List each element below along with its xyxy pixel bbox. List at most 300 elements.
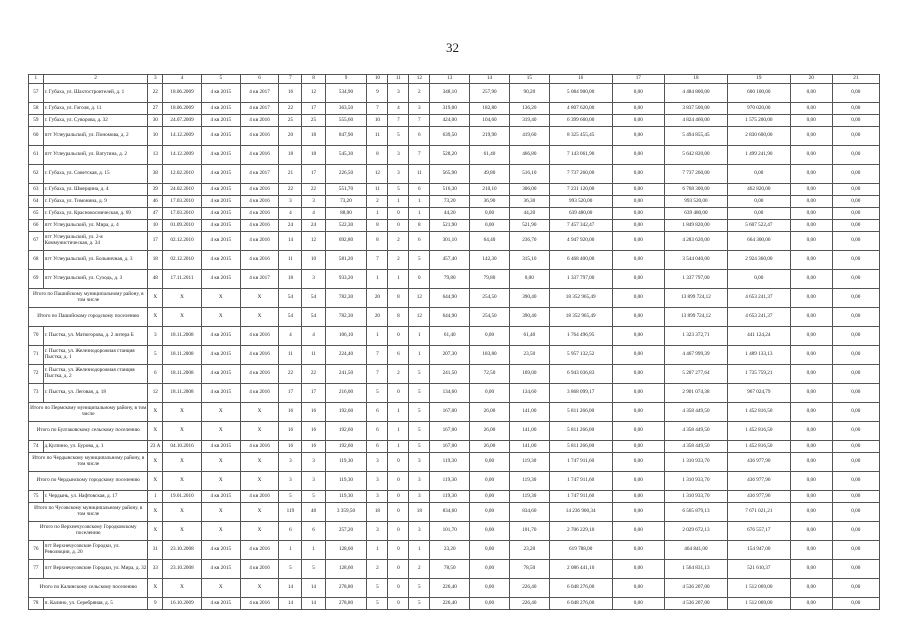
value-cell: 0,00 bbox=[612, 422, 664, 441]
value-cell: 0,00 bbox=[612, 541, 664, 560]
value-cell: 0,00 bbox=[509, 270, 549, 289]
value-cell: 241,50 bbox=[325, 365, 367, 384]
value-cell: 0,00 bbox=[470, 491, 510, 503]
value-cell: 424,00 bbox=[430, 115, 470, 127]
value-cell: 17 bbox=[302, 165, 325, 184]
value-cell: 8 bbox=[367, 146, 388, 165]
value-cell: 0,00 bbox=[832, 220, 879, 232]
row-number-cell: 66 bbox=[29, 220, 44, 232]
row-number-cell: 69 bbox=[29, 270, 44, 289]
value-cell: 5 642 820,00 bbox=[665, 146, 728, 165]
value-cell: 2 706 229,10 bbox=[549, 522, 612, 541]
value-cell: 4 кв 2016 bbox=[240, 598, 279, 610]
value-cell: 0,00 bbox=[612, 384, 664, 403]
value-cell: 3 bbox=[302, 270, 325, 289]
value-cell: 16 bbox=[279, 441, 302, 453]
value-cell: 10 bbox=[148, 127, 163, 146]
subtotal-row bbox=[29, 472, 880, 491]
value-cell: 1 849 820,00 bbox=[665, 220, 728, 232]
value-cell: 436 977,90 bbox=[727, 491, 790, 503]
table-row bbox=[29, 220, 880, 232]
value-cell: 390,40 bbox=[509, 289, 549, 308]
value-cell: 6 bbox=[367, 422, 388, 441]
value-cell: X bbox=[148, 403, 163, 422]
value-cell: 18.11.2008 bbox=[163, 327, 202, 346]
value-cell: 0,00 bbox=[832, 327, 879, 346]
value-cell: 12 bbox=[302, 232, 325, 251]
value-cell: 7 457 342,47 bbox=[549, 220, 612, 232]
value-cell: 0 bbox=[388, 208, 409, 220]
value-cell: 348,10 bbox=[430, 84, 470, 103]
value-cell: 644,90 bbox=[430, 308, 470, 327]
value-cell: 1 bbox=[367, 270, 388, 289]
value-cell: 933,20 bbox=[325, 270, 367, 289]
value-cell: 46 bbox=[148, 196, 163, 208]
value-cell: 3 bbox=[367, 472, 388, 491]
value-cell: 10 bbox=[148, 220, 163, 232]
value-cell: 0,00 bbox=[832, 308, 879, 327]
value-cell: 119,30 bbox=[430, 472, 470, 491]
value-cell: 1 337 797,00 bbox=[549, 270, 612, 289]
subtotal-label: Итого по Чердынскому городскому поселению bbox=[29, 472, 148, 491]
value-cell: 4 283 620,00 bbox=[665, 232, 728, 251]
value-cell: 4 кв 2015 bbox=[201, 115, 240, 127]
table-row bbox=[29, 491, 880, 503]
row-number-cell: 65 bbox=[29, 208, 44, 220]
value-cell: 8 bbox=[409, 220, 430, 232]
value-cell: 278,80 bbox=[325, 598, 367, 610]
value-cell: 639,50 bbox=[430, 127, 470, 146]
value-cell: 0,00 bbox=[612, 165, 664, 184]
subtotal-label: Итого по Пашийскому городскому поселению bbox=[29, 308, 148, 327]
row-number-cell: 77 bbox=[29, 560, 44, 579]
value-cell: 4 358 449,50 bbox=[665, 422, 728, 441]
value-cell: 1 575 200,00 bbox=[727, 115, 790, 127]
value-cell: 4 кв 2017 bbox=[240, 270, 279, 289]
value-cell: 0,00 bbox=[612, 146, 664, 165]
value-cell: 1 bbox=[409, 346, 430, 365]
row-number-cell: 58 bbox=[29, 103, 44, 115]
value-cell: 21 bbox=[279, 165, 302, 184]
value-cell: 521,90 bbox=[430, 220, 470, 232]
value-cell: 16 bbox=[302, 403, 325, 422]
value-cell: 2 bbox=[409, 84, 430, 103]
value-cell: 48 bbox=[148, 270, 163, 289]
address-cell: пгт Углеуральский, ул. Мира, д. 4 bbox=[43, 220, 148, 232]
housing-relocation-table bbox=[28, 74, 880, 610]
value-cell: 0,00 bbox=[790, 579, 832, 598]
table-row bbox=[29, 327, 880, 346]
value-cell: 363,50 bbox=[325, 103, 367, 115]
value-cell: 18.06.2009 bbox=[163, 103, 202, 115]
value-cell: 3 bbox=[148, 327, 163, 346]
value-cell: 6 bbox=[388, 346, 409, 365]
value-cell: 1 bbox=[279, 541, 302, 560]
value-cell: 419,60 bbox=[509, 127, 549, 146]
value-cell: 11 bbox=[409, 165, 430, 184]
value-cell: 4 кв 2016 bbox=[240, 384, 279, 403]
address-cell: пгт Верхнечусовские Городки, ул. Мира, д. 32 bbox=[43, 560, 148, 579]
value-cell: 4 кв 2016 bbox=[240, 232, 279, 251]
value-cell: 0,00 bbox=[470, 220, 510, 232]
value-cell: 0,00 bbox=[832, 127, 879, 146]
value-cell: 16 bbox=[302, 422, 325, 441]
value-cell: 12 bbox=[409, 289, 430, 308]
value-cell: 319,40 bbox=[509, 115, 549, 127]
value-cell: 5 bbox=[409, 441, 430, 453]
value-cell: 4 кв 2016 bbox=[240, 441, 279, 453]
value-cell: 17.03.2010 bbox=[163, 196, 202, 208]
value-cell: 1 bbox=[388, 196, 409, 208]
value-cell: 600 100,00 bbox=[727, 84, 790, 103]
value-cell: 241,50 bbox=[430, 365, 470, 384]
value-cell: X bbox=[240, 308, 279, 327]
table-row bbox=[29, 346, 880, 365]
value-cell: 834,60 bbox=[430, 503, 470, 522]
value-cell: 7 bbox=[409, 146, 430, 165]
value-cell: 6 399 660,00 bbox=[549, 115, 612, 127]
value-cell: 0,00 bbox=[612, 346, 664, 365]
value-cell: 11 bbox=[367, 184, 388, 196]
value-cell: 4 кв 2015 bbox=[201, 270, 240, 289]
value-cell: 23.10.2008 bbox=[163, 560, 202, 579]
value-cell: 3 bbox=[302, 196, 325, 208]
value-cell: 24.02.2010 bbox=[163, 184, 202, 196]
value-cell: 4 кв 2016 bbox=[240, 365, 279, 384]
value-cell: 0 bbox=[388, 503, 409, 522]
value-cell: 141,00 bbox=[509, 422, 549, 441]
value-cell: 0,00 bbox=[612, 453, 664, 472]
value-cell: 36,30 bbox=[509, 196, 549, 208]
column-number-cell: 10 bbox=[367, 75, 388, 84]
value-cell: 0,00 bbox=[612, 491, 664, 503]
value-cell: 23,20 bbox=[430, 541, 470, 560]
value-cell: 0,00 bbox=[612, 472, 664, 491]
value-cell: X bbox=[201, 403, 240, 422]
value-cell: 5 bbox=[279, 491, 302, 503]
value-cell: 0,00 bbox=[832, 84, 879, 103]
value-cell: 0,00 bbox=[790, 422, 832, 441]
value-cell: 545,30 bbox=[325, 146, 367, 165]
value-cell: 4 bbox=[388, 103, 409, 115]
value-cell: 5 bbox=[279, 560, 302, 579]
value-cell: 0 bbox=[388, 560, 409, 579]
value-cell: 0,00 bbox=[727, 208, 790, 220]
value-cell: 0,00 bbox=[470, 598, 510, 610]
value-cell: 39 bbox=[148, 184, 163, 196]
value-cell: 7 bbox=[388, 115, 409, 127]
value-cell: 257,20 bbox=[325, 522, 367, 541]
table-row bbox=[29, 146, 880, 165]
value-cell: 6 bbox=[409, 232, 430, 251]
value-cell: 4 кв 2016 bbox=[240, 184, 279, 196]
value-cell: 142,30 bbox=[470, 251, 510, 270]
value-cell: 90,20 bbox=[509, 84, 549, 103]
value-cell: 1 564 831,13 bbox=[665, 560, 728, 579]
row-number-cell: 75 bbox=[29, 491, 44, 503]
value-cell: 5 bbox=[367, 384, 388, 403]
table-row bbox=[29, 103, 880, 115]
value-cell: 79,80 bbox=[470, 270, 510, 289]
value-cell: 4 358 449,50 bbox=[665, 441, 728, 453]
value-cell: 26,00 bbox=[470, 422, 510, 441]
subtotal-row bbox=[29, 422, 880, 441]
value-cell: 11 bbox=[279, 346, 302, 365]
row-number-cell: 60 bbox=[29, 127, 44, 146]
column-number-cell: 12 bbox=[409, 75, 430, 84]
subtotal-label: Итого по Булгаковскому сельскому поселению bbox=[29, 422, 148, 441]
value-cell: 0,00 bbox=[832, 560, 879, 579]
value-cell: 169,00 bbox=[509, 365, 549, 384]
value-cell: 4 824 460,00 bbox=[665, 115, 728, 127]
value-cell: 0,00 bbox=[832, 208, 879, 220]
value-cell: 3 868 099,17 bbox=[549, 384, 612, 403]
value-cell: 4 кв 2015 bbox=[201, 251, 240, 270]
value-cell: 0,00 bbox=[832, 384, 879, 403]
column-number-cell: 6 bbox=[240, 75, 279, 84]
value-cell: 119,30 bbox=[325, 453, 367, 472]
value-cell: 6 bbox=[148, 365, 163, 384]
value-cell: X bbox=[163, 403, 202, 422]
row-number-cell: 64 bbox=[29, 196, 44, 208]
value-cell: 516,10 bbox=[509, 165, 549, 184]
table-row bbox=[29, 270, 880, 289]
value-cell: 1 bbox=[388, 403, 409, 422]
value-cell: 33 bbox=[148, 560, 163, 579]
value-cell: 11 bbox=[367, 127, 388, 146]
value-cell: 7 737 260,00 bbox=[549, 165, 612, 184]
value-cell: 436 977,90 bbox=[727, 472, 790, 491]
value-cell: 0,00 bbox=[790, 184, 832, 196]
value-cell: 44,20 bbox=[509, 208, 549, 220]
value-cell: 18 bbox=[302, 146, 325, 165]
column-number-cell: 7 bbox=[279, 75, 302, 84]
value-cell: 02.12.2010 bbox=[163, 251, 202, 270]
value-cell: X bbox=[201, 422, 240, 441]
value-cell: 0,00 bbox=[790, 472, 832, 491]
value-cell: 18 bbox=[302, 127, 325, 146]
value-cell: 5 bbox=[148, 346, 163, 365]
value-cell: 1 337 797,00 bbox=[665, 270, 728, 289]
value-cell: 216,00 bbox=[325, 384, 367, 403]
value-cell: 1 310 933,70 bbox=[665, 453, 728, 472]
value-cell: 14 bbox=[279, 579, 302, 598]
value-cell: X bbox=[148, 522, 163, 541]
value-cell: 22 bbox=[279, 365, 302, 384]
value-cell: 0,00 bbox=[470, 522, 510, 541]
value-cell: 0,00 bbox=[790, 251, 832, 270]
value-cell: 14 bbox=[302, 579, 325, 598]
address-cell: г. Губаха, ул. Шмерцина, д. 4 bbox=[43, 184, 148, 196]
value-cell: 278,80 bbox=[325, 579, 367, 598]
column-number-cell: 2 bbox=[43, 75, 148, 84]
value-cell: 0 bbox=[388, 541, 409, 560]
value-cell: 1 747 911,60 bbox=[549, 453, 612, 472]
value-cell: 466,80 bbox=[509, 146, 549, 165]
value-cell: 192,60 bbox=[325, 441, 367, 453]
address-cell: пгт Углеуральский, ул. Больничная, д. 3 bbox=[43, 251, 148, 270]
value-cell: 6 768 300,00 bbox=[665, 184, 728, 196]
value-cell: 14 bbox=[279, 232, 302, 251]
value-cell: 16 bbox=[302, 441, 325, 453]
value-cell: 119,30 bbox=[325, 491, 367, 503]
value-cell: 134,60 bbox=[430, 384, 470, 403]
value-cell: 993 520,00 bbox=[665, 196, 728, 208]
value-cell: 48 bbox=[302, 503, 325, 522]
value-cell: 1 bbox=[388, 422, 409, 441]
value-cell: 4 кв 2016 bbox=[240, 491, 279, 503]
value-cell: 0,00 bbox=[832, 165, 879, 184]
value-cell: 72,50 bbox=[470, 365, 510, 384]
value-cell: 4 536 207,00 bbox=[665, 598, 728, 610]
value-cell: 1 747 911,60 bbox=[549, 491, 612, 503]
address-cell: пгт Углеуральский, ул. Суходь, д. 3 bbox=[43, 270, 148, 289]
value-cell: 5 bbox=[409, 598, 430, 610]
table-row bbox=[29, 251, 880, 270]
value-cell: 0,00 bbox=[612, 522, 664, 541]
column-number-cell: 9 bbox=[325, 75, 367, 84]
value-cell: X bbox=[240, 522, 279, 541]
value-cell: 4 кв 2016 bbox=[240, 208, 279, 220]
value-cell: X bbox=[163, 289, 202, 308]
column-number-cell: 13 bbox=[430, 75, 470, 84]
value-cell: 6 bbox=[367, 441, 388, 453]
value-cell: 61,40 bbox=[509, 327, 549, 346]
value-cell: 01.09.2010 bbox=[163, 220, 202, 232]
value-cell: 17 bbox=[279, 384, 302, 403]
value-cell: 26,00 bbox=[470, 441, 510, 453]
value-cell: 0,00 bbox=[790, 327, 832, 346]
value-cell: 1 bbox=[148, 491, 163, 503]
value-cell: 10 bbox=[367, 115, 388, 127]
value-cell: 02.12.2010 bbox=[163, 232, 202, 251]
value-cell: 528,20 bbox=[430, 146, 470, 165]
address-cell: г. Губаха, ул. Советская, д. 15 bbox=[43, 165, 148, 184]
value-cell: 4 кв 2016 bbox=[240, 127, 279, 146]
value-cell: 22 bbox=[148, 84, 163, 103]
value-cell: 555,60 bbox=[325, 115, 367, 127]
value-cell: 993 520,00 bbox=[549, 196, 612, 208]
value-cell: 22 bbox=[302, 365, 325, 384]
subtotal-row bbox=[29, 579, 880, 598]
value-cell: 3 bbox=[409, 491, 430, 503]
value-cell: 4 кв 2015 bbox=[201, 346, 240, 365]
value-cell: 17.11.2011 bbox=[163, 270, 202, 289]
value-cell: 0,00 bbox=[832, 491, 879, 503]
value-cell: 1 bbox=[409, 196, 430, 208]
value-cell: 3 bbox=[409, 522, 430, 541]
value-cell: 0,00 bbox=[470, 560, 510, 579]
value-cell: 4 кв 2015 bbox=[201, 598, 240, 610]
value-cell: 4 кв 2015 bbox=[201, 208, 240, 220]
value-cell: 0,00 bbox=[790, 598, 832, 610]
value-cell: 0,00 bbox=[790, 522, 832, 541]
value-cell: 1 bbox=[367, 327, 388, 346]
value-cell: 0,00 bbox=[612, 327, 664, 346]
value-cell: 1 bbox=[409, 208, 430, 220]
value-cell: 0,00 bbox=[612, 196, 664, 208]
value-cell: 1 bbox=[409, 541, 430, 560]
value-cell: 0 bbox=[388, 472, 409, 491]
value-cell: 1 489 133,13 bbox=[727, 346, 790, 365]
value-cell: 8 325 455,45 bbox=[549, 127, 612, 146]
value-cell: 0,00 bbox=[790, 208, 832, 220]
address-cell: д.Кулпино, ул. Бурова, д. 1 bbox=[43, 441, 148, 453]
address-cell: г. Губаха, ул. Шахтостроителей, д. 1 bbox=[43, 84, 148, 103]
value-cell: X bbox=[240, 472, 279, 491]
value-cell: 6 468 400,00 bbox=[549, 251, 612, 270]
table-row bbox=[29, 84, 880, 103]
value-cell: X bbox=[201, 522, 240, 541]
table-row bbox=[29, 384, 880, 403]
value-cell: 3 bbox=[409, 103, 430, 115]
value-cell: 4 807 620,00 bbox=[549, 103, 612, 115]
value-cell: X bbox=[148, 579, 163, 598]
value-cell: 521 610,37 bbox=[727, 560, 790, 579]
value-cell: 26,00 bbox=[470, 403, 510, 422]
value-cell: 0,00 bbox=[832, 115, 879, 127]
value-cell: 2 bbox=[388, 251, 409, 270]
value-cell: 306,00 bbox=[509, 184, 549, 196]
value-cell: 17.03.2010 bbox=[163, 208, 202, 220]
value-cell: 23,20 bbox=[509, 541, 549, 560]
column-number-cell: 4 bbox=[163, 75, 202, 84]
value-cell: 0,00 bbox=[727, 196, 790, 208]
value-cell: 0,00 bbox=[832, 579, 879, 598]
value-cell: 12 bbox=[302, 84, 325, 103]
value-cell: 119,30 bbox=[430, 453, 470, 472]
value-cell: 6 048 276,00 bbox=[549, 579, 612, 598]
value-cell: 4 кв 2015 bbox=[201, 327, 240, 346]
column-number-cell: 16 bbox=[549, 75, 612, 84]
value-cell: 4 bbox=[279, 327, 302, 346]
address-cell: г. Губаха, ул. Гоголя, д. 11 bbox=[43, 103, 148, 115]
value-cell: 5 bbox=[409, 403, 430, 422]
value-cell: 5 bbox=[409, 384, 430, 403]
value-cell: 0 bbox=[388, 327, 409, 346]
value-cell: 12 bbox=[148, 384, 163, 403]
value-cell: 0,00 bbox=[470, 327, 510, 346]
value-cell: 0,00 bbox=[832, 196, 879, 208]
value-cell: 6 bbox=[409, 184, 430, 196]
value-cell: X bbox=[148, 308, 163, 327]
value-cell: 3 bbox=[367, 522, 388, 541]
value-cell: 516,30 bbox=[430, 184, 470, 196]
table-row bbox=[29, 365, 880, 384]
row-number-cell: 76 bbox=[29, 541, 44, 560]
value-cell: 0,00 bbox=[790, 146, 832, 165]
value-cell: 64,40 bbox=[470, 232, 510, 251]
value-cell: 436 977,90 bbox=[727, 453, 790, 472]
value-cell: 119,30 bbox=[325, 472, 367, 491]
value-cell: 24 bbox=[279, 220, 302, 232]
value-cell: 0,00 bbox=[790, 441, 832, 453]
value-cell: 4 кв 2016 bbox=[240, 196, 279, 208]
subtotal-label: Итого по Пермскому муниципальному району, в том числе bbox=[29, 403, 148, 422]
value-cell: 782,30 bbox=[325, 289, 367, 308]
value-cell: X bbox=[163, 472, 202, 491]
value-cell: 0,00 bbox=[612, 598, 664, 610]
value-cell: 0,00 bbox=[832, 403, 879, 422]
value-cell: 1 452 816,50 bbox=[727, 403, 790, 422]
value-cell: X bbox=[148, 289, 163, 308]
table-row bbox=[29, 115, 880, 127]
value-cell: 18 bbox=[279, 270, 302, 289]
address-cell: г. Чердынь, ул. Нафтовская, д. 17 bbox=[43, 491, 148, 503]
value-cell: 4 кв 2016 bbox=[240, 220, 279, 232]
value-cell: 0,00 bbox=[790, 103, 832, 115]
value-cell: 0,00 bbox=[790, 453, 832, 472]
